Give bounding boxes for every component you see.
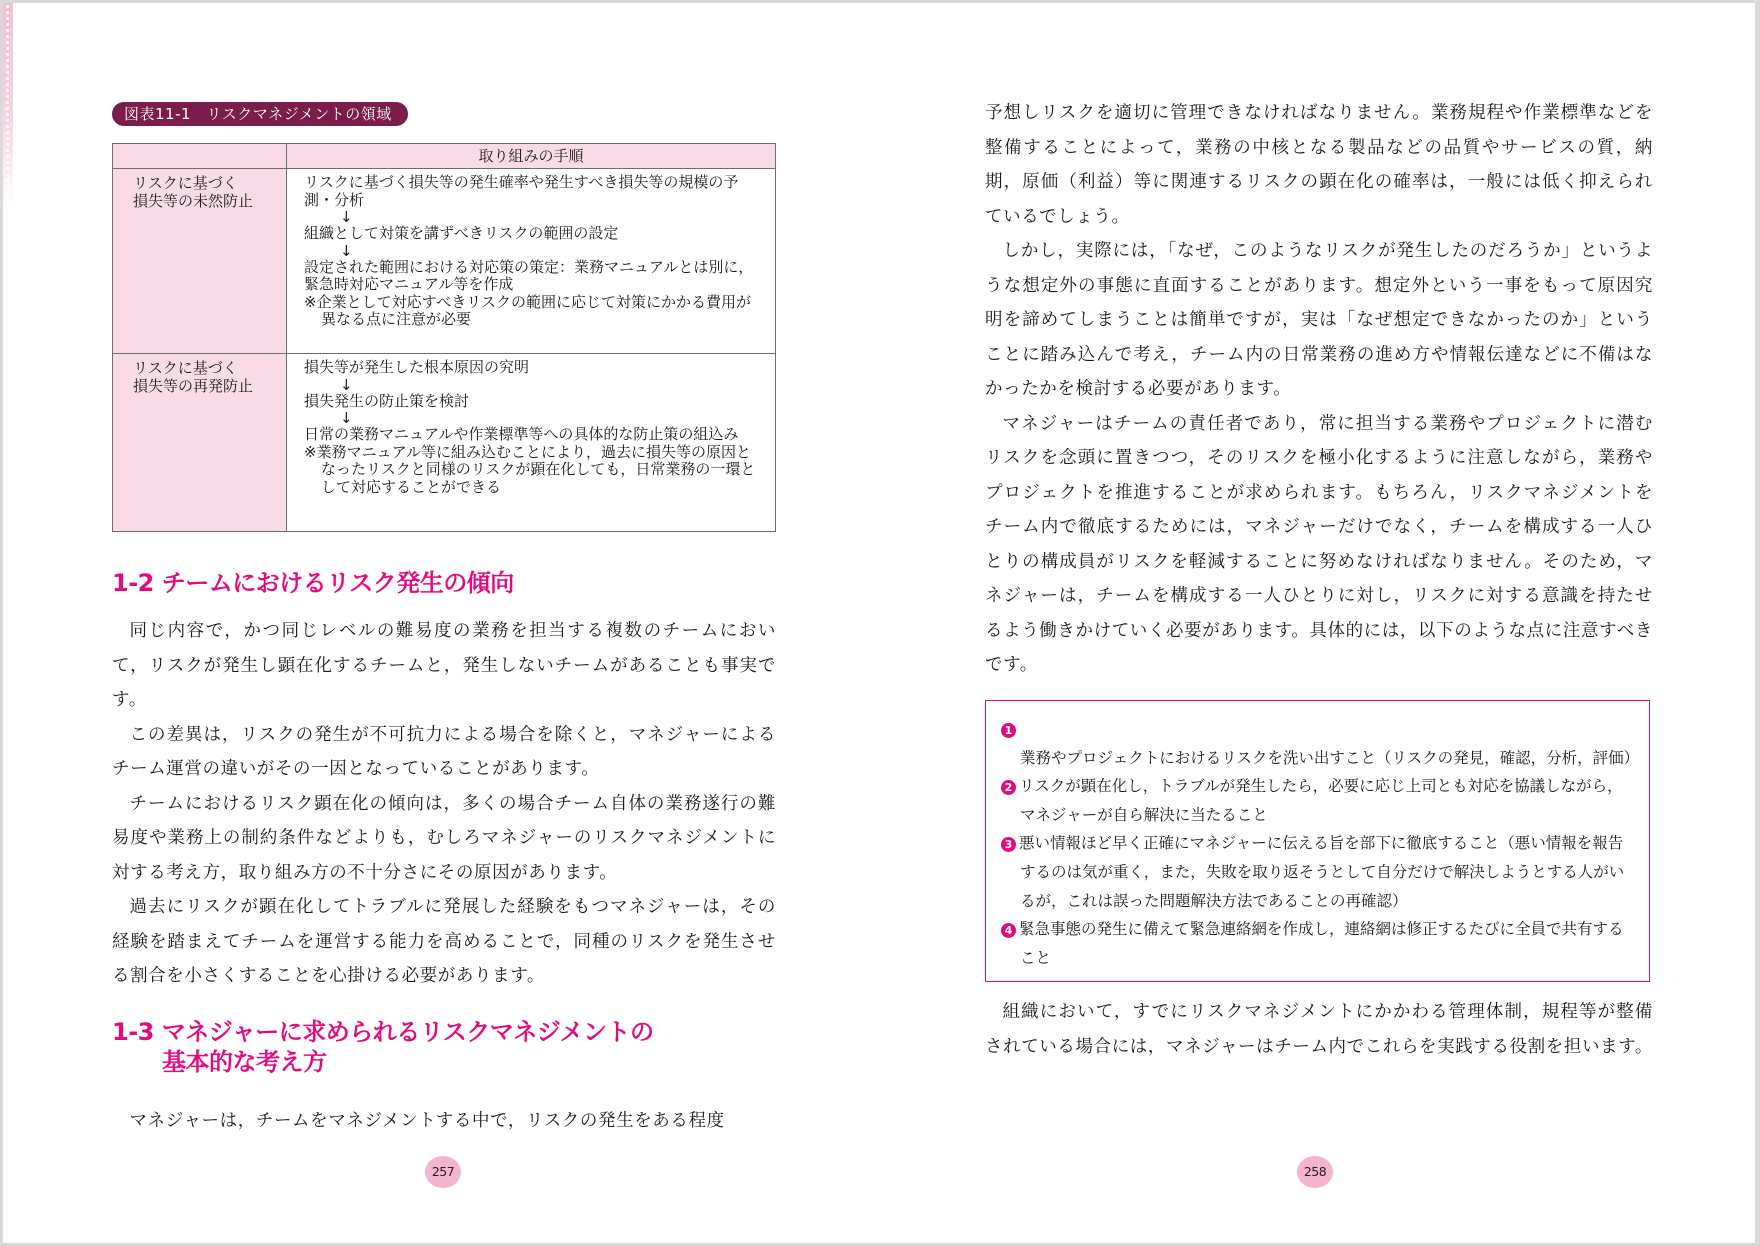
point-item [1001,829,1633,915]
down-arrow-icon: ↓ [340,208,353,226]
point-text: 業務やプロジェクトにおけるリスクを洗い出すこと（リスクの発見，確認，分析，評価） [1020,748,1640,767]
paragraph: 同じ内容で，かつ同じレベルの難易度の業務を担当する複数のチームにおいて，リスクが発生し顕在化するチームと，発生しないチームがあることも事実です。 [112,621,776,710]
table-cell-area [113,169,287,354]
paragraph: 組織において，すでにリスクマネジメントにかかわる管理体制，規程等が整備されている場合には，マネジャーはチーム内でこれらを実践する役割を担います。 [985,1002,1653,1057]
step-text: 損失等が発生した根本原因の究明 [304,358,530,376]
figure-caption: 図表11-1 リスクマネジメントの領域 [112,102,408,126]
note-text: ※業務マニュアル等に組み込むことにより，過去に損失等の原因となったリスクと同様のリスクが顕在化しても，日常業務の一環として対応することができる [304,442,756,496]
paragraph: 予想しリスクを適切に管理できなければなりません。業務規程や作業標準などを整備することによって，業務の中核となる製品などの品質やサービスの質，納期，原価（利益）等に関連するリスクの顕在化の確率は，一般には低く抑えられているでしょう。 [985,103,1653,227]
point-item [1001,915,1633,972]
risk-management-table [112,143,776,532]
section-heading-1-2: 1-2 チームにおけるリスク発生の傾向 [112,569,514,597]
table-header-area [113,144,287,169]
area-line: 損失等の未然防止 [133,191,254,210]
heading-line: 1-3 マネジャーに求められるリスクマネジメントの [112,1018,654,1046]
area-line: リスクに基づく [133,174,238,192]
section-heading-1-3 [112,1017,654,1077]
section-1-3-body [112,1104,776,1139]
down-arrow-icon: ↓ [340,241,353,260]
page-number: 258 [1297,1156,1333,1188]
table-cell-area [113,354,287,532]
table-row [113,169,776,354]
table-header-steps: 取り組みの手順 [287,144,776,169]
step-text: 日常の業務マニュアルや作業標準等への具体的な防止策の組込み [304,425,739,443]
point-text: 悪い情報ほど早く正確にマネジャーに伝える旨を部下に徹底すること（悪い情報を報告するのは気が重く，また，失敗を取り返そうとして自分だけで解決しようとする人がいるが，これは誤った問題解決方法であることの再確認） [1019,834,1625,910]
area-line: リスクに基づく [133,359,238,377]
paragraph: チームにおけるリスク顕在化の傾向は，多くの場合チーム自体の業務遂行の難易度や業務上の制約条件などよりも，むしろマネジャーのリスクマネジメントに対する考え方，取り組み方の不十分さにその原因があります。 [112,793,776,883]
down-arrow-icon: ↓ [340,409,353,427]
table-cell-steps [287,169,776,354]
point-text: 緊急事態の発生に備えて緊急連絡網を作成し，連絡網は修正するたびに全員で共有すること [1019,920,1624,967]
number-badge-icon: 3 [1001,837,1016,852]
paragraph: この差異は，リスクの発生が不可抗力による場合を除くと，マネジャーによるチーム運営の違いがその一因となっていることがあります。 [112,724,776,779]
number-badge-icon: 2 [1001,780,1016,795]
section-1-2-body [112,614,776,994]
paragraph: マネジャーはチームの責任者であり，常に担当する業務やプロジェクトに潜むリスクを念頭に置きつつ，そのリスクを極小化するように注意しながら，業務やプロジェクトを推進することが求められます。もちろん，リスクマネジメントをチーム内で徹底するためには，マネジャーだけでなく，チームを構成する一人ひとりの構成員がリスクを軽減することに努めなければなりません。そのため，マネジャーは，チームを構成する一人ひとりに対し，リスクに対する意識を持たせるよう働きかけていく必要があります。具体的には，以下のような点に注意すべきです。 [985,413,1653,675]
right-body-top [985,96,1653,683]
down-arrow-icon: ↓ [340,375,353,394]
page-number: 257 [425,1156,461,1188]
step-text: 組織として対策を講ずべきリスクの範囲の設定 [304,224,619,242]
step-text: 設定された範囲における対応策の策定：業務マニュアルとは別に，緊急時対応マニュアル等を作成 [304,257,754,293]
right-body-bottom [985,995,1653,1064]
heading-line: 基本的な考え方 [162,1048,327,1076]
number-badge-icon: 4 [1001,923,1016,938]
table-row [113,354,776,532]
number-badge-icon: 1 [1001,723,1016,738]
paragraph: マネジャーは，チームをマネジメントする中で，リスクの発生をある程度 [129,1111,725,1131]
table-header-row [113,144,776,169]
area-line: 損失等の再発防止 [133,376,254,395]
key-points-box [985,700,1650,982]
step-text: リスクに基づく損失等の発生確率や発生すべき損失等の規模の予測・分析 [304,173,739,209]
point-text: リスクが顕在化し，トラブルが発生したら，必要に応じ上司とも対応を協議しながら，マネジャーが自ら解決に当たること [1019,777,1623,824]
table-cell-steps [287,354,776,532]
paragraph: しかし，実際には，「なぜ，このようなリスクが発生したのだろうか」というような想定外の事態に直面することがあります。想定外という一事をもって原因究明を諦めてしまうことは簡単ですが，実は「なぜ想定できなかったのか」ということに踏み込んで考え，チーム内の日常業務の進め方や情報伝達などに不備はなかったかを検討する必要があります。 [985,241,1653,399]
point-item [1001,772,1633,829]
paragraph: 過去にリスクが顕在化してトラブルに発展した経験をもつマネジャーは，その経験を踏まえてチームを運営する能力を高めることで，同種のリスクを発生させる割合を小さくすることを心掛ける必要があります。 [112,897,776,986]
note-text: ※企業として対応すべきリスクの範囲に応じて対策にかかる費用が異なる点に注意が必要 [304,292,751,328]
step-text: 損失発生の防止策を検討 [304,391,470,410]
point-item [1001,715,1640,772]
